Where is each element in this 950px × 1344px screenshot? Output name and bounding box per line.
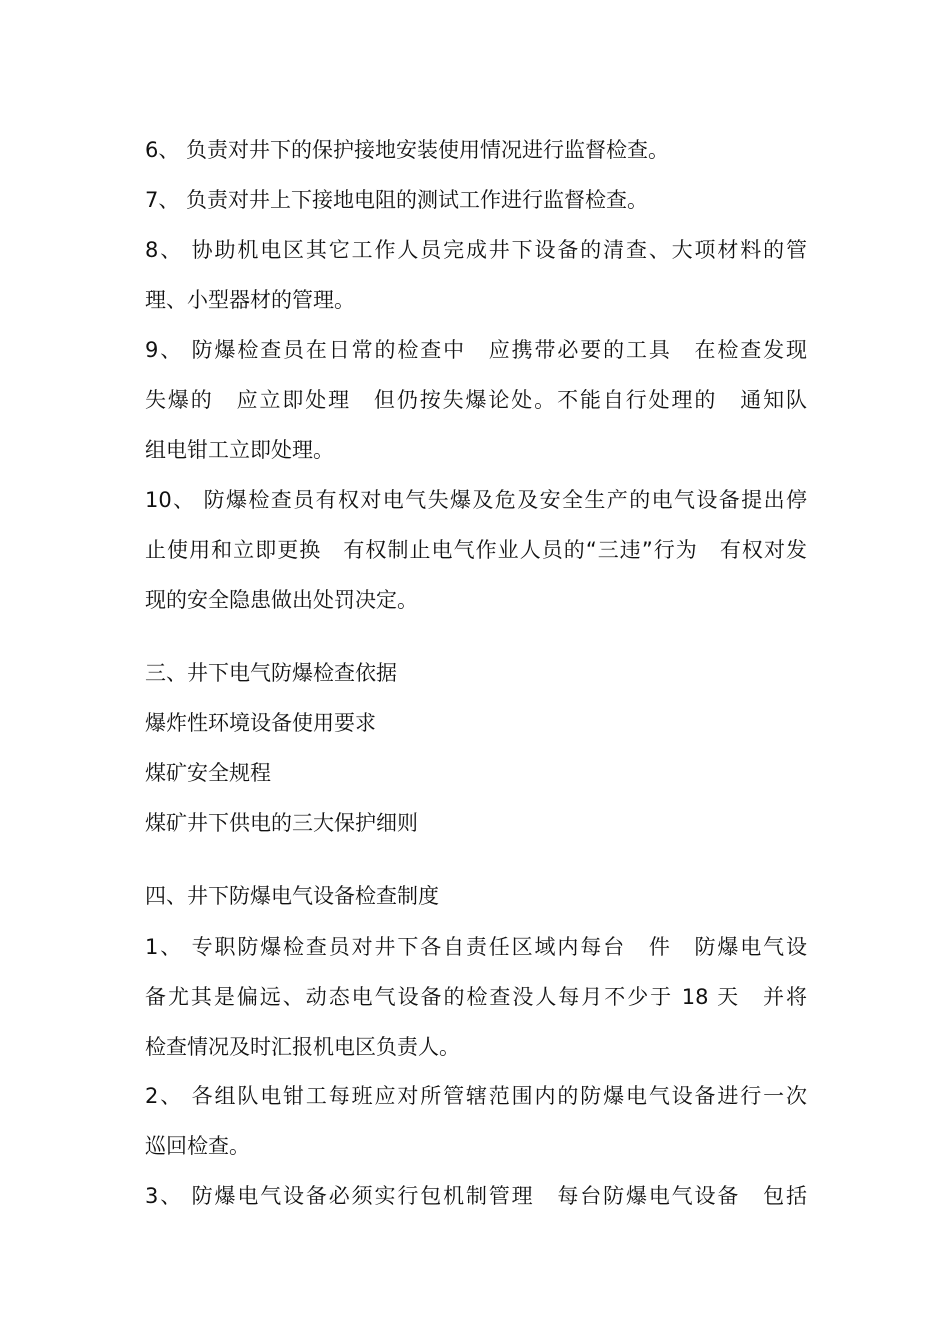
text-line: 8、 协助机电区其它工作人员完成井下设备的清查、大项材料的管 [145, 238, 807, 262]
section-heading: 四、井下防爆电气设备检查制度 [145, 884, 439, 908]
text-line: 失爆的 应立即处理 但仍按失爆论处。不能自行处理的 通知队 [145, 388, 807, 412]
text-line: 组电钳工立即处理。 [145, 438, 334, 462]
text-line: 煤矿井下供电的三大保护细则 [145, 811, 418, 835]
section-heading: 三、井下电气防爆检查依据 [145, 661, 397, 685]
text-line: 2、 各组队电钳工每班应对所管辖范围内的防爆电气设备进行一次 [145, 1084, 807, 1108]
text-line: 备尤其是偏远、动态电气设备的检查没人每月不少于 18 天 并将 [145, 985, 807, 1009]
text-line: 止使用和立即更换 有权制止电气作业人员的“三违”行为 有权对发 [145, 538, 807, 562]
text-line: 3、 防爆电气设备必须实行包机制管理 每台防爆电气设备 包括 [145, 1184, 807, 1208]
text-line: 7、 负责对井上下接地电阻的测试工作进行监督检查。 [145, 188, 649, 212]
text-line: 理、小型器材的管理。 [145, 288, 355, 312]
text-line: 10、 防爆检查员有权对电气失爆及危及安全生产的电气设备提出停 [145, 488, 807, 512]
text-line: 检查情况及时汇报机电区负责人。 [145, 1035, 460, 1059]
text-line: 巡回检查。 [145, 1134, 250, 1158]
text-line: 爆炸性环境设备使用要求 [145, 711, 376, 735]
text-line: 现的安全隐患做出处罚决定。 [145, 588, 418, 612]
text-line: 6、 负责对井下的保护接地安装使用情况进行监督检查。 [145, 138, 670, 162]
text-line: 煤矿安全规程 [145, 761, 271, 785]
text-line: 1、 专职防爆检查员对井下各自责任区域内每台 件 防爆电气设 [145, 935, 807, 959]
text-line: 9、 防爆检查员在日常的检查中 应携带必要的工具 在检查发现 [145, 338, 807, 362]
